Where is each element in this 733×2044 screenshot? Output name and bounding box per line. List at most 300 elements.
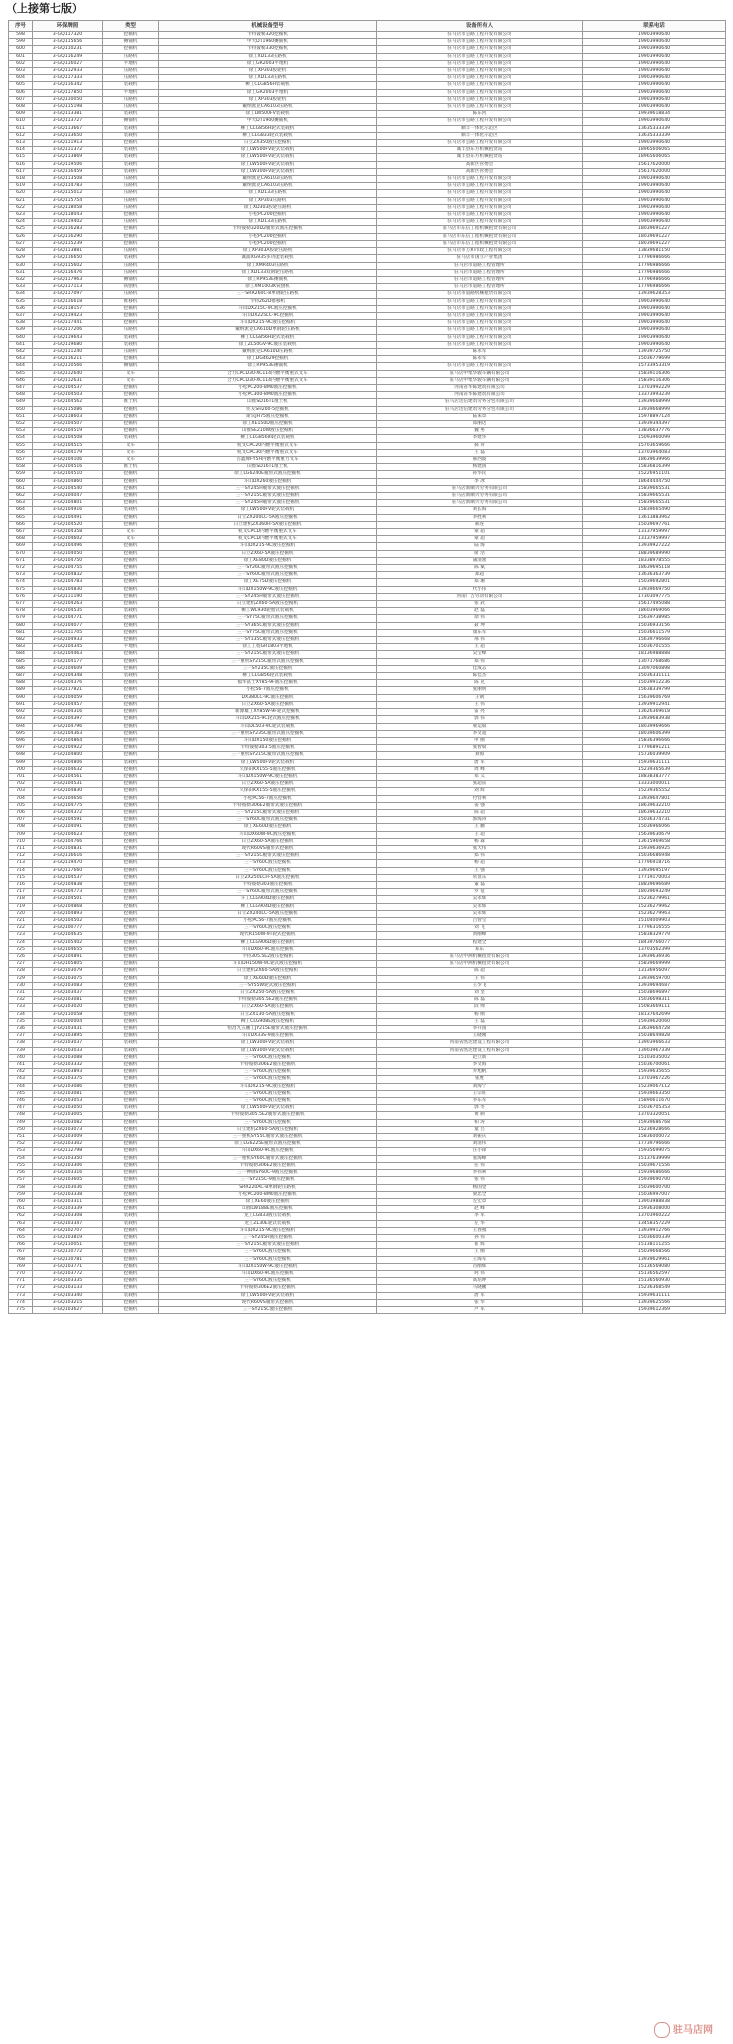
cell-phone: 18965606065: [583, 147, 726, 154]
table-row: [9, 622, 726, 629]
cell-type: 装载机: [103, 132, 159, 139]
cell-model: 斗山DX215-9C轮式液压挖掘机: [159, 716, 377, 723]
cell-type: 装载机: [103, 1292, 159, 1299]
cell-model: 卡特彼勒306E2液压挖掘机: [159, 1285, 377, 1292]
cell-plate: 3-GQ103075: [33, 975, 103, 982]
cell-model: 小松PC56-7液压挖掘机: [159, 795, 377, 802]
cell-type: 挖掘机: [103, 766, 159, 773]
cell-plate: 3-GQ103895: [33, 1033, 103, 1040]
cell-index: 714: [9, 867, 33, 874]
cell-phone: 15939620060: [583, 1018, 726, 1025]
cell-plate: 3-GQ103437: [33, 990, 103, 997]
cell-owner: 刘长海: [377, 507, 583, 514]
cell-model: 徐工XD133压路机: [159, 219, 377, 226]
cell-model: 三一SY60C液压挖掘机: [159, 1054, 377, 1061]
table-row: [9, 629, 726, 636]
cell-index: 710: [9, 838, 33, 845]
table-row: [9, 471, 726, 478]
cell-model: 日立ZX250-5A液压挖掘机: [159, 990, 377, 997]
table-row: [9, 1270, 726, 1277]
cell-type: 装载机: [103, 334, 159, 341]
cell-owner: 董 磊: [377, 881, 583, 888]
cell-plate: 3-GQ104766: [33, 838, 103, 845]
cell-plate: 3-GQ104348: [33, 673, 103, 680]
cell-phone: 18039691227: [583, 233, 726, 240]
cell-owner: 驻马店市公路工程开发有限公司: [377, 305, 583, 312]
cell-model: 小松PC200挖掘机: [159, 233, 377, 240]
cell-index: 672: [9, 565, 33, 572]
table-row: [9, 529, 726, 536]
table-row: [9, 1011, 726, 1018]
cell-plate: 3-GQ103340: [33, 1292, 103, 1299]
cell-phone: 13635333339: [583, 132, 726, 139]
cell-plate: 3-GQ113650: [33, 132, 103, 139]
table-row: [9, 946, 726, 953]
cell-phone: 13071768686: [583, 658, 726, 665]
cell-index: 749: [9, 1119, 33, 1126]
cell-type: 叉车: [103, 529, 159, 536]
cell-phone: 19903990640: [583, 183, 726, 190]
cell-type: 挖掘机: [103, 860, 159, 867]
cell-model: 三一SY60C液压挖掘机: [159, 1098, 377, 1105]
cell-owner: 河南省凯达建设工程有限公司: [377, 1040, 583, 1047]
table-row: [9, 478, 726, 485]
cell-index: 717: [9, 889, 33, 896]
cell-phone: 15036698311: [583, 997, 726, 1004]
cell-plate: 3-GQ104806: [33, 759, 103, 766]
cell-phone: 19903990640: [583, 68, 726, 75]
cell-model: 斗山DX215-9C液压挖掘机: [159, 543, 377, 550]
cell-phone: 15036705353: [583, 1105, 726, 1112]
cell-owner: 驻马店市公路工程开发有限公司: [377, 334, 583, 341]
cell-type: 挖掘机: [103, 1141, 159, 1148]
cell-index: 620: [9, 190, 33, 197]
cell-phone: 13939927222: [583, 543, 726, 550]
cell-type: 挖掘机: [103, 478, 159, 485]
cell-phone: 13703562399: [583, 946, 726, 953]
cell-type: 压路机: [103, 327, 159, 334]
cell-phone: 15036779699: [583, 356, 726, 363]
cell-plate: 3-GQ113881: [33, 248, 103, 255]
cell-model: 三一SY60C液压挖掘机: [159, 1249, 377, 1256]
cell-type: 挖掘机: [103, 946, 159, 953]
table-row: [9, 420, 726, 427]
cell-owner: 张海峰: [377, 1155, 583, 1162]
table-row: [9, 435, 726, 442]
cell-type: 挖掘机: [103, 1062, 159, 1069]
table-row: [9, 550, 726, 557]
cell-model: 三一SY245H履带式液压挖掘机: [159, 500, 377, 507]
cell-index: 646: [9, 377, 33, 384]
table-row: [9, 665, 726, 672]
cell-model: 小松PC200-8M0液压挖掘机: [159, 384, 377, 391]
cell-phone: 13137959997: [583, 529, 726, 536]
cell-index: 768: [9, 1256, 33, 1263]
table-row: [9, 464, 726, 471]
cell-plate: 3-GQ104655: [33, 946, 103, 953]
cell-plate: 3-GQ103893: [33, 1069, 103, 1076]
cell-phone: 15639630679: [583, 831, 726, 838]
cell-model: 三一SY215C履带式液压挖掘机: [159, 1242, 377, 1249]
cell-phone: 13373993239: [583, 392, 726, 399]
cell-phone: 19903990640: [583, 327, 726, 334]
cell-plate: 3-GQ104508: [33, 435, 103, 442]
equipment-registry-table: [8, 20, 726, 1314]
cell-plate: 3-GQ113869: [33, 154, 103, 161]
cell-plate: 3-GQ110772: [33, 1249, 103, 1256]
cell-type: 挖掘机: [103, 752, 159, 759]
cell-owner: 蒙 超: [377, 536, 583, 543]
cell-index: 643: [9, 356, 33, 363]
cell-model: 徐工GR2003平地机: [159, 89, 377, 96]
cell-model: 三一SY245H履带式液压挖掘机: [159, 485, 377, 492]
cell-model: 三一SY215C液压挖掘机: [159, 1306, 377, 1313]
cell-index: 687: [9, 673, 33, 680]
cell-phone: 15036686948: [583, 853, 726, 860]
cell-plate: 3-GQ104515: [33, 442, 103, 449]
cell-plate: 3-GQ113381: [33, 111, 103, 118]
cell-phone: 15839665531: [583, 493, 726, 500]
table-row: [9, 1249, 726, 1256]
table-row: [9, 161, 726, 168]
cell-phone: 13939725750: [583, 348, 726, 355]
cell-model: 卡特彼勒320D2履带式液压挖掘机: [159, 226, 377, 233]
cell-phone: 17739796666: [583, 1141, 726, 1148]
cell-model: 恒昌九五鹏工JY215E履带式液压挖掘机: [159, 1026, 377, 1033]
cell-model: 日立ZX200LC-5A液压挖掘机: [159, 514, 377, 521]
cell-phone: 19903990640: [583, 89, 726, 96]
cell-type: 挖掘机: [103, 982, 159, 989]
cell-model: 三一重机SY60C履带式液压挖掘机: [159, 1155, 377, 1162]
cell-phone: 15138111255: [583, 1242, 726, 1249]
table-row: [9, 334, 726, 341]
table-row: [9, 954, 726, 961]
table-row: [9, 521, 726, 528]
cell-type: 叉车: [103, 456, 159, 463]
cell-plate: 3-GQ104783: [33, 579, 103, 586]
cell-index: 634: [9, 291, 33, 298]
cell-plate: 3-GQ110781: [33, 1256, 103, 1263]
cell-index: 621: [9, 197, 33, 204]
cell-owner: 驻马店市公路工程开发有限公司: [377, 82, 583, 89]
cell-plate: 3-GQ103819: [33, 1234, 103, 1241]
cell-model: 三一SRR260C-8单钢轮压路机: [159, 291, 377, 298]
cell-model: 三一SY215C-9液压挖掘机: [159, 1177, 377, 1184]
cell-model: 三一SY26C履带式液压挖掘机: [159, 565, 377, 572]
cell-model: 杭叉CPC30内燃平衡重式叉车: [159, 449, 377, 456]
cell-index: 653: [9, 428, 33, 435]
cell-model: 卡特彼勒303.5液压挖掘机: [159, 745, 377, 752]
table-row: [9, 1141, 726, 1148]
table-row: [9, 442, 726, 449]
cell-phone: 17796986666: [583, 284, 726, 291]
cell-owner: 驻马店市公路工程开发有限公司: [377, 32, 583, 39]
table-row: [9, 939, 726, 946]
cell-type: 装载机: [103, 82, 159, 89]
cell-index: 757: [9, 1177, 33, 1184]
cell-type: 挖掘机: [103, 997, 159, 1004]
cell-owner: 驻马店市公路工程开发有限公司: [377, 298, 583, 305]
cell-plate: 3-GQ103081: [33, 997, 103, 1004]
cell-type: 挖掘机: [103, 565, 159, 572]
cell-phone: 15103035002: [583, 1054, 726, 1061]
cell-phone: 15939635655: [583, 1069, 726, 1076]
cell-type: 装载机: [103, 1105, 159, 1112]
cell-model: 三一SY60C履带式液压挖掘机: [159, 889, 377, 896]
cell-owner: 王 超: [377, 644, 583, 651]
cell-owner: 佳成志: [377, 665, 583, 672]
cell-index: 636: [9, 305, 33, 312]
cell-plate: 3-GQ104047: [33, 493, 103, 500]
cell-owner: 驻马店市公路工程开发有限公司: [377, 118, 583, 125]
cell-type: 挖掘机: [103, 1004, 159, 1011]
cell-index: 746: [9, 1098, 33, 1105]
cell-index: 743: [9, 1076, 33, 1083]
cell-owner: 驻马店市公路工程开发有限公司: [377, 312, 583, 319]
cell-phone: 15736039909: [583, 752, 726, 759]
cell-index: 731: [9, 990, 33, 997]
cell-owner: 梁忠全: [377, 1191, 583, 1198]
table-row: [9, 327, 726, 334]
cell-index: 607: [9, 96, 33, 103]
cell-phone: 19903990640: [583, 60, 726, 67]
cell-owner: 王 超: [377, 831, 583, 838]
cell-owner: 卢 军: [377, 1306, 583, 1313]
cell-type: 挖掘机: [103, 305, 159, 312]
cell-model: 徐工LW500FV轮式装载机: [159, 147, 377, 154]
cell-phone: 15039671556: [583, 1162, 726, 1169]
cell-type: 挖掘机: [103, 730, 159, 737]
cell-index: 759: [9, 1191, 33, 1198]
cell-phone: 13458357229: [583, 1220, 726, 1227]
cell-index: 738: [9, 1040, 33, 1047]
cell-type: 挖掘机: [103, 471, 159, 478]
cell-plate: 3-GQ103082: [33, 1119, 103, 1126]
table-row: [9, 1306, 726, 1313]
cell-plate: 3-GQ104860: [33, 478, 103, 485]
cell-owner: 李 冰: [377, 478, 583, 485]
cell-phone: 15036701555: [583, 644, 726, 651]
cell-index: 763: [9, 1220, 33, 1227]
cell-index: 711: [9, 845, 33, 852]
cell-model: 柳工CLG856H轮式装载机: [159, 125, 377, 132]
cell-plate: 3-GQ104520: [33, 521, 103, 528]
cell-model: 柳工CLG906D液压挖掘机: [159, 939, 377, 946]
cell-type: 挖掘机: [103, 1306, 159, 1313]
cell-type: 摊铺机: [103, 39, 159, 46]
table-row: [9, 680, 726, 687]
cell-plate: 3-GQ116476: [33, 269, 103, 276]
cell-owner: 驻马店市公路工程开发有限公司: [377, 327, 583, 334]
table-row: [9, 262, 726, 269]
cell-model: 日立ZX130-5A液压挖掘机: [159, 1011, 377, 1018]
cell-plate: 3-GQ104502: [33, 917, 103, 924]
cell-phone: 15836000072: [583, 1134, 726, 1141]
cell-plate: 3-GQ116650: [33, 255, 103, 262]
cell-phone: 13939683938: [583, 716, 726, 723]
cell-index: 602: [9, 60, 33, 67]
cell-type: 叉车: [103, 449, 159, 456]
table-row: [9, 456, 726, 463]
cell-index: 638: [9, 320, 33, 327]
cell-plate: 3-GQ103375: [33, 1076, 103, 1083]
cell-owner: 高新区管委会: [377, 168, 583, 175]
cell-owner: 驻马店市公路工程开发有限公司: [377, 197, 583, 204]
cell-model: 斗山DX260液压挖掘机: [159, 478, 377, 485]
cell-type: 挖掘机: [103, 745, 159, 752]
cell-index: 647: [9, 384, 33, 391]
cell-type: 挖掘机: [103, 1184, 159, 1191]
cell-model: 新源雄工XY85W-9F轮式挖掘机: [159, 709, 377, 716]
cell-owner: 驻马店市公路工程开发有限公司: [377, 104, 583, 111]
table-row: [9, 809, 726, 816]
cell-plate: 3-GQ104177: [33, 658, 103, 665]
cell-plate: 3-GQ113508: [33, 176, 103, 183]
cell-phone: 13136956097: [583, 968, 726, 975]
table-row: [9, 709, 726, 716]
table-row: [9, 312, 726, 319]
cell-phone: 15236279961: [583, 896, 726, 903]
cell-type: 挖掘机: [103, 384, 159, 391]
cell-model: 小松PC200-8M0液压挖掘机: [159, 1191, 377, 1198]
cell-phone: 19903990640: [583, 219, 726, 226]
cell-model: 诚浦XG935多功能装载机: [159, 255, 377, 262]
cell-index: 762: [9, 1213, 33, 1220]
cell-plate: 3-GQ104801: [33, 500, 103, 507]
cell-phone: 19903990640: [583, 334, 726, 341]
cell-model: 合力CPCD30-XC114内燃平衡重式叉车: [159, 370, 377, 377]
cell-type: 挖掘机: [103, 1256, 159, 1263]
cell-owner: 驻马店市道路工程管理所: [377, 269, 583, 276]
cell-type: 挖掘机: [103, 1206, 159, 1213]
cell-index: 670: [9, 550, 33, 557]
table-row: [9, 824, 726, 831]
cell-plate: 3-GQ116616: [33, 853, 103, 860]
cell-type: 挖掘机: [103, 1198, 159, 1205]
cell-type: 装载机: [103, 111, 159, 118]
table-row: [9, 867, 726, 874]
cell-plate: 3-GQ104491: [33, 514, 103, 521]
cell-model: 徐工XD133双钢轮压路机: [159, 269, 377, 276]
cell-plate: 3-GQ116027: [33, 60, 103, 67]
cell-plate: 3-GQ104838: [33, 881, 103, 888]
cell-index: 627: [9, 240, 33, 247]
cell-phone: 15036600339: [583, 1234, 726, 1241]
cell-owner: 郝西波: [377, 456, 583, 463]
cell-model: 合力CPCD30-XC114内燃平衡重式叉车: [159, 377, 377, 384]
cell-type: 挖掘机: [103, 212, 159, 219]
cell-plate: 3-GQ104830: [33, 788, 103, 795]
cell-owner: 张智斌: [377, 745, 583, 752]
cell-index: 644: [9, 363, 33, 370]
cell-index: 633: [9, 284, 33, 291]
cell-model: 山推SD16TL推土机: [159, 464, 377, 471]
cell-plate: 3-GQ103316: [33, 1170, 103, 1177]
table-row: [9, 637, 726, 644]
cell-plate: 3-GQ103347: [33, 1220, 103, 1227]
cell-phone: 13615969658: [583, 838, 726, 845]
cell-index: 691: [9, 701, 33, 708]
cell-model: 徐工XE80D液压挖掘机: [159, 557, 377, 564]
cell-index: 623: [9, 212, 33, 219]
cell-phone: 19903990640: [583, 305, 726, 312]
table-row: [9, 1278, 726, 1285]
table-row: [9, 341, 726, 348]
cell-plate: 3-GQ104891: [33, 954, 103, 961]
cell-type: 挖掘机: [103, 889, 159, 896]
cell-owner: 王 鹏: [377, 824, 583, 831]
cell-type: 装载机: [103, 608, 159, 615]
cell-type: 叉车: [103, 377, 159, 384]
table-row: [9, 737, 726, 744]
cell-owner: 郑丽达: [377, 420, 583, 427]
cell-type: 压路机: [103, 248, 159, 255]
cell-index: 729: [9, 975, 33, 982]
cell-owner: 张大伟: [377, 845, 583, 852]
cell-type: 挖掘机: [103, 233, 159, 240]
cell-phone: 15838329779: [583, 932, 726, 939]
cell-model: 卡特262D推移机: [159, 298, 377, 305]
cell-phone: 13939344397: [583, 420, 726, 427]
cell-model: 三一SY215C履带式液压挖掘机: [159, 493, 377, 500]
table-row: [9, 377, 726, 384]
cell-index: 690: [9, 694, 33, 701]
cell-type: 摊铺机: [103, 276, 159, 283]
cell-plate: 3-GQ104609: [33, 665, 103, 672]
cell-owner: 刘海宁: [377, 1083, 583, 1090]
table-row: [9, 881, 726, 888]
table-row: [9, 32, 726, 39]
cell-index: 693: [9, 716, 33, 723]
cell-owner: 李 军: [377, 1213, 583, 1220]
cell-phone: 15939636925: [583, 845, 726, 852]
cell-plate: 3-GQ104832: [33, 572, 103, 579]
cell-plate: 3-GQ104868: [33, 903, 103, 910]
cell-plate: 3-GQ104457: [33, 701, 103, 708]
watermark-logo-icon: [654, 2022, 670, 2038]
cell-index: 742: [9, 1069, 33, 1076]
cell-owner: 驻马店市公路工程开发有限公司: [377, 39, 583, 46]
cell-phone: 15839116306: [583, 370, 726, 377]
cell-index: 739: [9, 1047, 33, 1054]
cell-owner: 驻马店市公路工程开发有限公司: [377, 363, 583, 370]
cell-type: 挖掘机: [103, 226, 159, 233]
cell-index: 660: [9, 478, 33, 485]
cell-owner: 张超雷: [377, 781, 583, 788]
cell-owner: 河南省华陈建筑有限公司: [377, 384, 583, 391]
cell-phone: 13903988838: [583, 1198, 726, 1205]
cell-index: 682: [9, 637, 33, 644]
cell-plate: 3-GQ100777: [33, 925, 103, 932]
cell-phone: 18039693249: [583, 889, 726, 896]
cell-index: 622: [9, 204, 33, 211]
cell-phone: 13626369618: [583, 709, 726, 716]
cell-type: 挖掘机: [103, 687, 159, 694]
cell-phone: 15039668566: [583, 1249, 726, 1256]
cell-plate: 3-GQ119470: [33, 860, 103, 867]
cell-type: 挖掘机: [103, 637, 159, 644]
cell-plate: 3-GQ104623: [33, 831, 103, 838]
cell-phone: 18639695118: [583, 565, 726, 572]
cell-model: 三一SY75C履带式液压挖掘机: [159, 615, 377, 622]
table-row: [9, 1299, 726, 1306]
cell-owner: 顺丰一体化示范区: [377, 132, 583, 139]
table-row: [9, 557, 726, 564]
cell-index: 769: [9, 1263, 33, 1270]
cell-model: 斗山DX150W-9C液压挖掘机: [159, 1263, 377, 1270]
table-row: [9, 356, 726, 363]
cell-type: 挖掘机: [103, 1177, 159, 1184]
